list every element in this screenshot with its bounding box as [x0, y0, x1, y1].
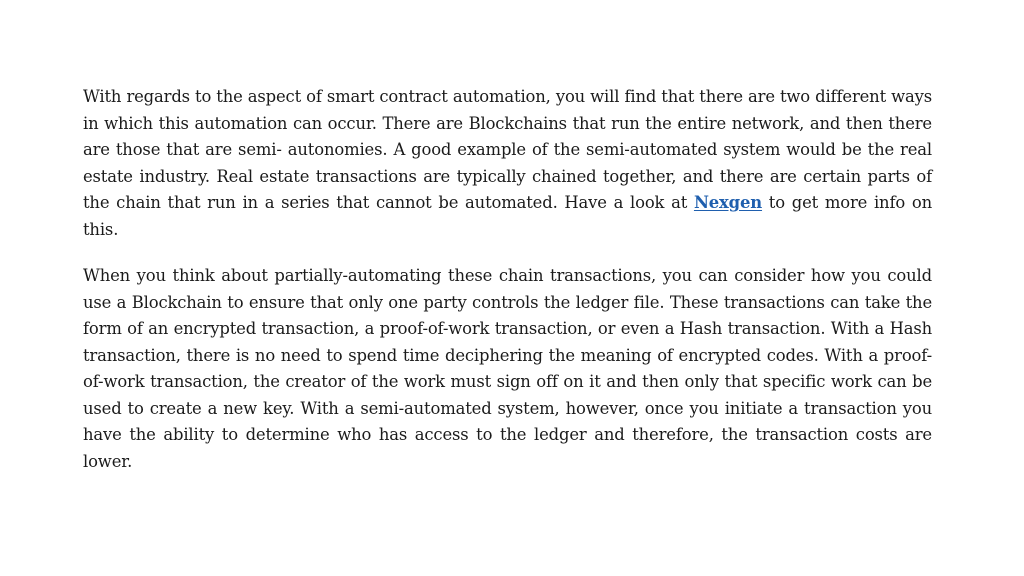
paragraph-1-text-after-link: to get more info on this.: [83, 193, 933, 239]
paragraph-partial-automation: When you think about partially-automating these chain transactions, you can consider how you could use a Blockchain to ensure that only one party controls the ledger file. These transactions can take the form of an encrypted transaction, a proof-of-work transaction, or even a Hash transaction. With a Hash transaction, there is no need to spend time deciphering the meaning of encrypted codes. With a proof-of-work transaction, the creator of the work must sign off on it and then only that specific work can be used to create a new key. With a semi-automated system, however, once you initiate a transaction you have the ability to determine who has access to the ledger and therefore, the transaction costs are lower.: [83, 266, 932, 471]
paragraph-smart-contract-automation: [83, 84, 932, 243]
nexgen-link[interactable]: Nexgen: [693, 193, 763, 212]
document-body: [83, 84, 932, 475]
paragraph-1-text-before-link: With regards to the aspect of smart contract automation, you will find that there are two different ways in which this automation can occur. There are Blockchains that run the entire network, and then there are those that are semi- autonomies. A good example of the semi-automated system would be the real estate industry. Real estate transactions are typically chained together, and there are certain parts of the chain that run in a series that cannot be automated. Have a look at: [83, 87, 932, 212]
